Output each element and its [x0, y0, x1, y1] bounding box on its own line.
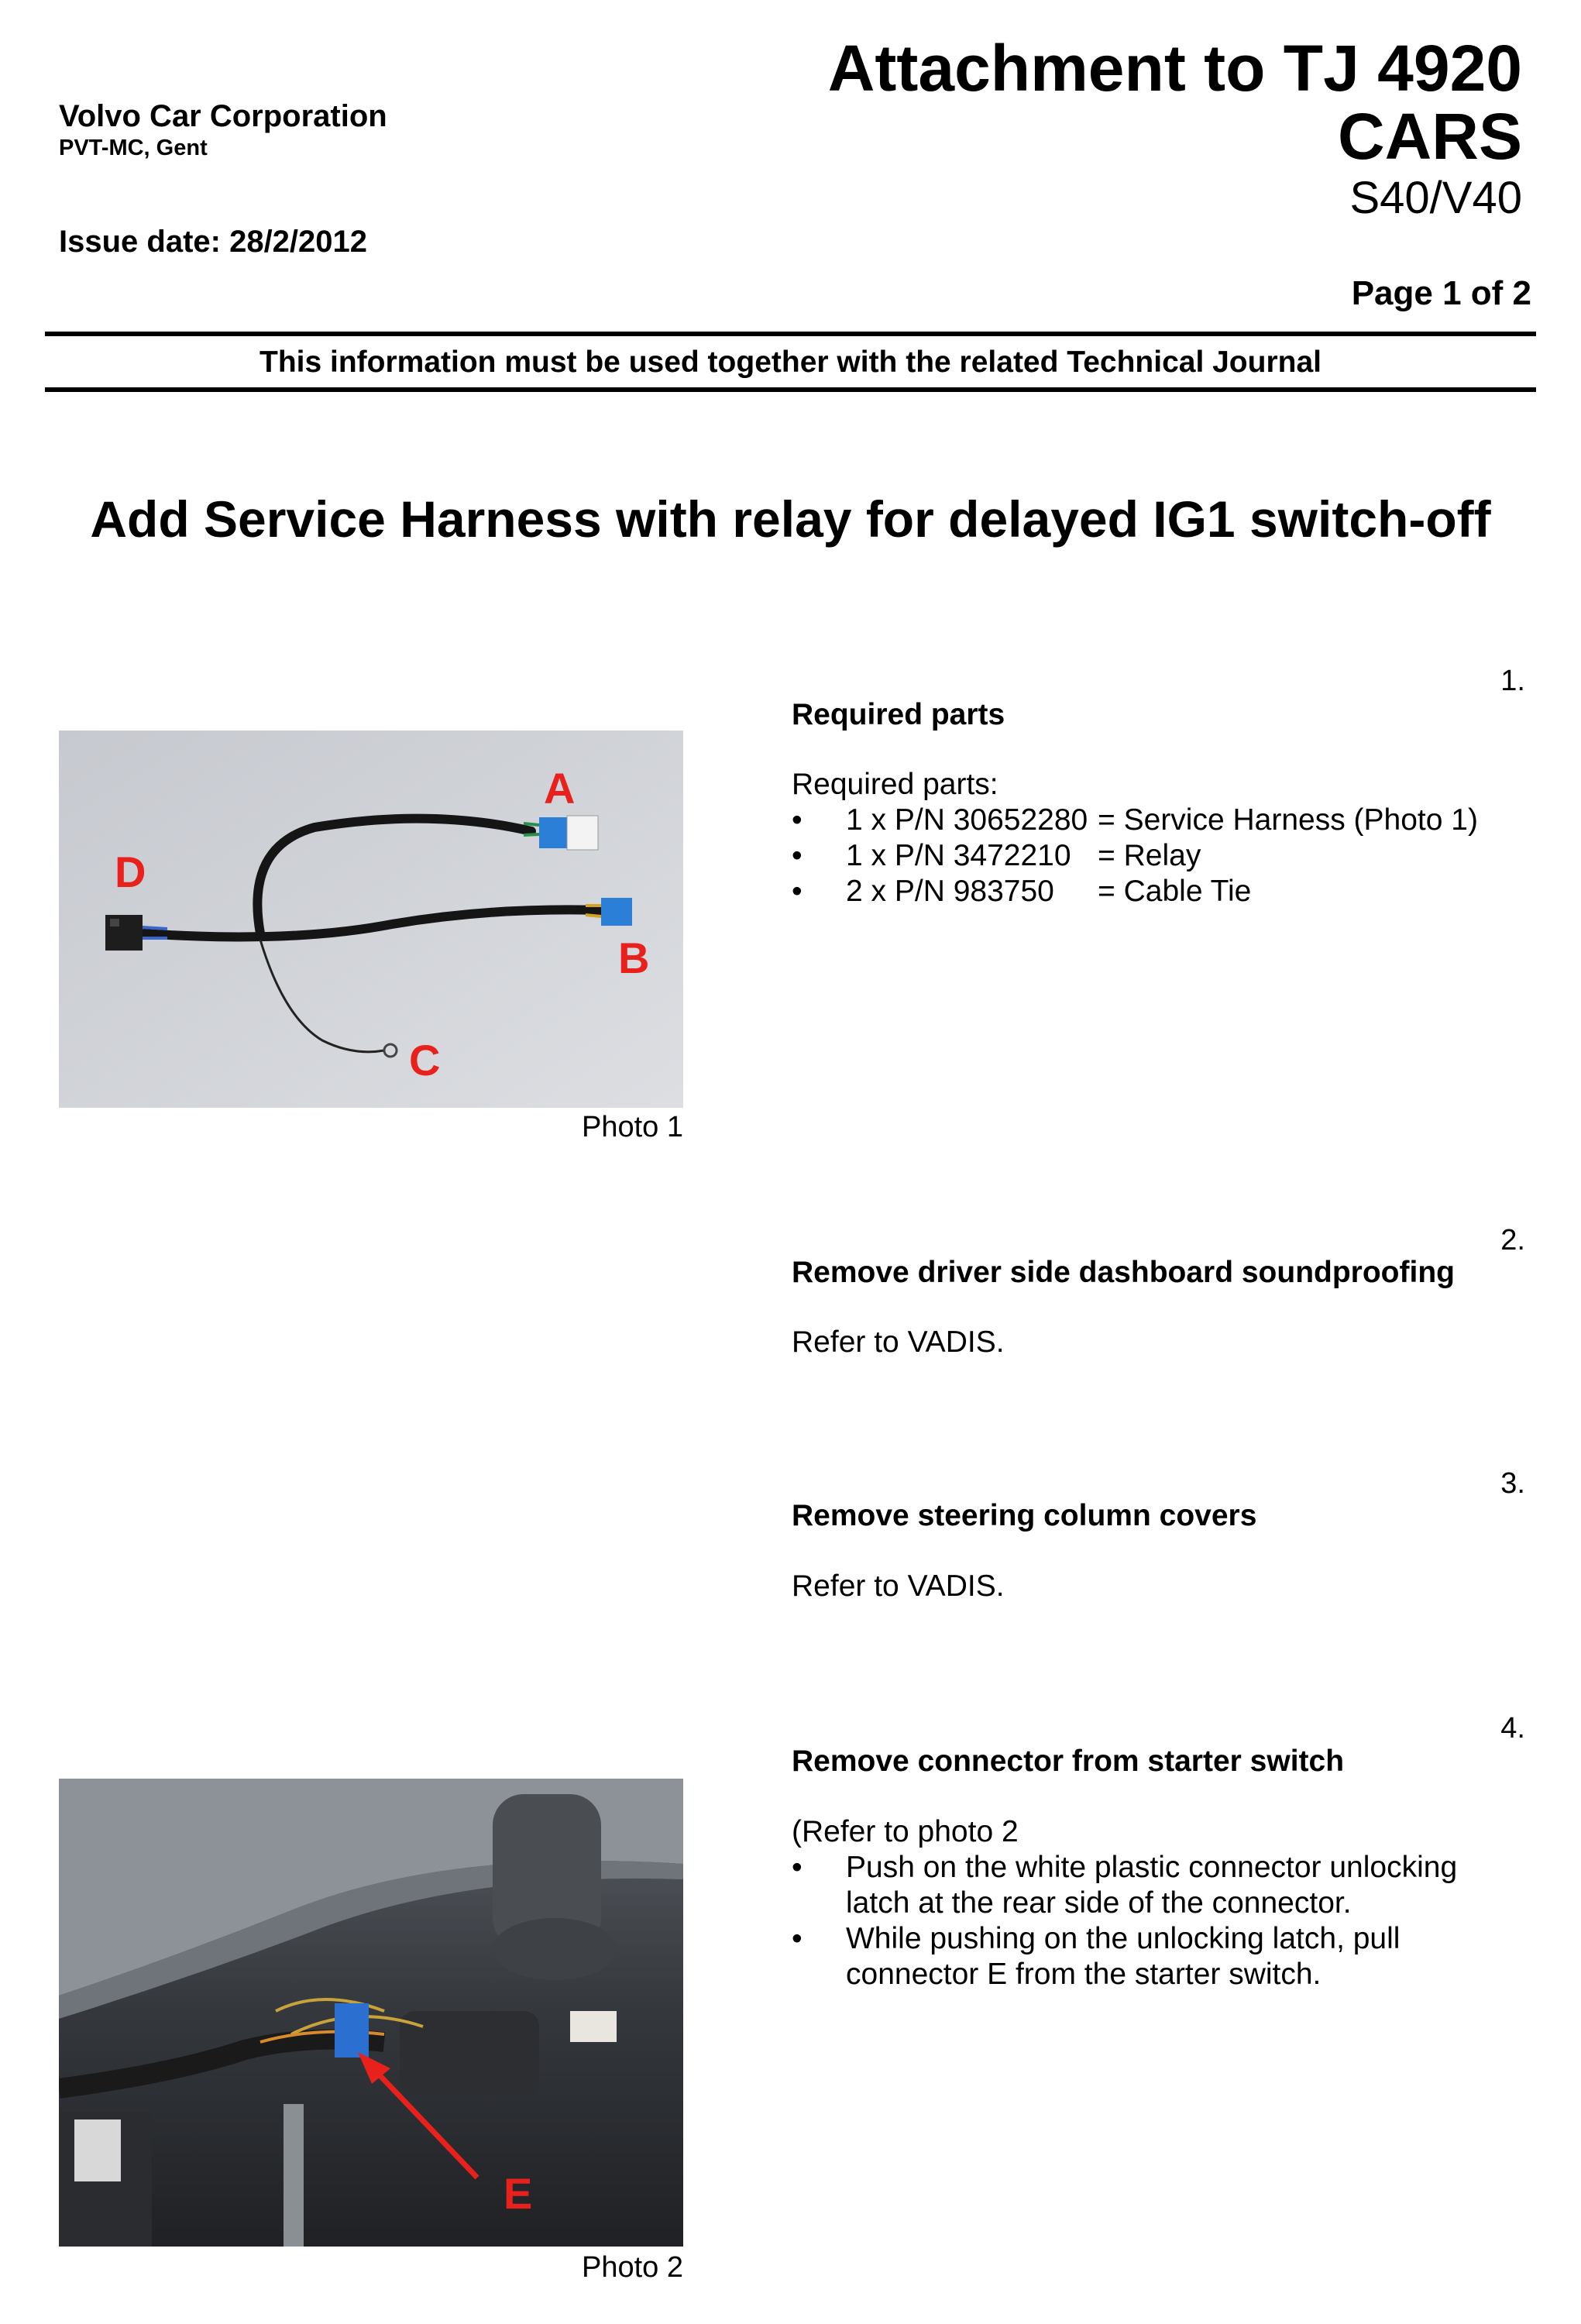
attachment-title: Attachment to TJ 4920 — [827, 32, 1522, 105]
photo-2-caption: Photo 2 — [582, 2251, 683, 2284]
document-title: Add Service Harness with relay for delayed IG1 switch-off — [90, 490, 1491, 548]
issue-date: Issue date: 28/2/2012 — [59, 225, 368, 259]
company-name: Volvo Car Corporation — [59, 99, 387, 133]
step-intro: (Refer to photo 2 — [792, 1815, 1019, 1848]
list-item: • 1 x P/N 30652280 = Service Harness (Photo 1) — [792, 803, 1478, 838]
marker-b: B — [618, 933, 650, 982]
list-item: • Push on the white plastic connector unlocking latch at the rear side of the connector. — [792, 1850, 1520, 1921]
list-item: • 1 x P/N 3472210 = Relay — [792, 838, 1478, 874]
step-text: Refer to VADIS. — [792, 1325, 1005, 1359]
model-label: S40/V40 — [1349, 173, 1522, 223]
marker-a: A — [544, 764, 576, 813]
step-number: 3. — [1500, 1467, 1525, 1500]
step-heading: Remove connector from starter switch — [792, 1745, 1345, 1778]
step-heading: Required parts — [792, 698, 1005, 731]
step-heading: Remove steering column covers — [792, 1499, 1257, 1532]
cars-label: CARS — [1337, 100, 1522, 173]
step-number: 4. — [1500, 1712, 1525, 1745]
page-number: Page 1 of 2 — [1351, 274, 1531, 312]
step-heading: Remove driver side dashboard soundproofing — [792, 1256, 1455, 1289]
department: PVT-MC, Gent — [59, 136, 208, 160]
bottom-rule — [45, 387, 1536, 392]
instruction-list — [792, 1850, 1520, 1992]
list-item: • While pushing on the unlocking latch, pull connector E from the starter switch. — [792, 1921, 1520, 1992]
list-item: • 2 x P/N 983750 = Cable Tie — [792, 874, 1478, 909]
top-rule — [45, 332, 1536, 336]
photo-1-harness — [59, 731, 683, 1108]
step-number: 1. — [1500, 665, 1525, 697]
notice-text: This information must be used together with the related Technical Journal — [259, 346, 1322, 379]
step-intro: Required parts: — [792, 768, 998, 801]
marker-e: E — [504, 2169, 533, 2218]
marker-d: D — [115, 847, 146, 896]
parts-list — [792, 803, 1478, 909]
photo-1-caption: Photo 1 — [582, 1111, 683, 1143]
photo-2-starter-switch — [59, 1779, 683, 2247]
marker-c: C — [409, 1036, 441, 1085]
step-text: Refer to VADIS. — [792, 1569, 1005, 1603]
step-number: 2. — [1500, 1224, 1525, 1257]
